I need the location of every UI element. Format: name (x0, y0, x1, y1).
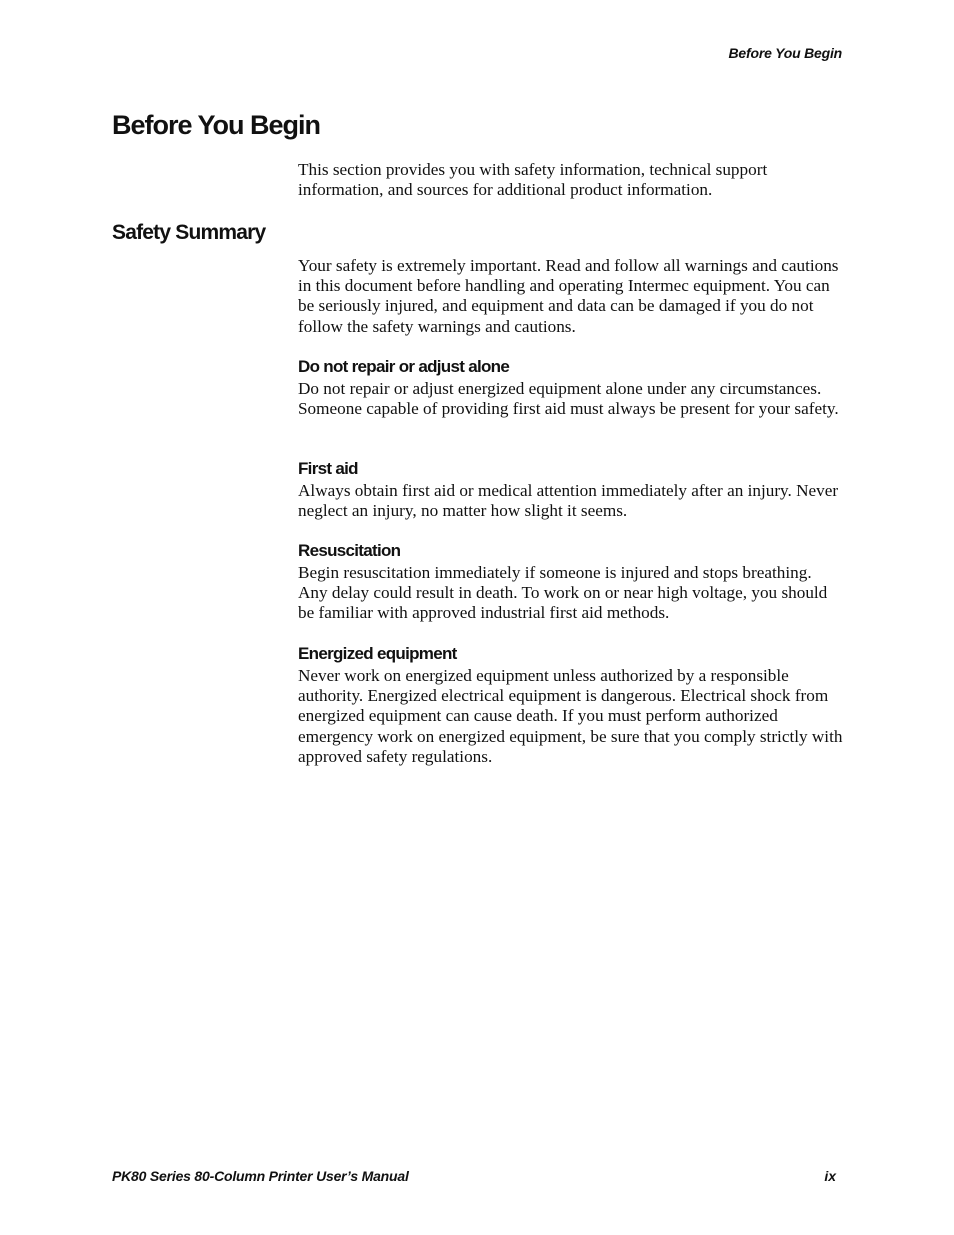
first-aid-text: Always obtain first aid or medical attention immediately after an injury. Never neglect an injury, no matter how slight it seems. (298, 481, 839, 521)
safety-summary-paragraph: Your safety is extremely important. Read and follow all warnings and cautions in this document before handling and operating Intermec equipment. You can be seriously injured, and equipment and data can be damaged if you do not follow the safety warnings and cautions. (298, 256, 839, 336)
safety-summary-heading: Safety Summary (112, 221, 266, 244)
footer-manual-title: PK80 Series 80-Column Printer User’s Manual (112, 1168, 409, 1184)
footer-page-number: ix (824, 1168, 836, 1184)
page-title: Before You Begin (112, 110, 321, 140)
repair-alone-heading: Do not repair or adjust alone (298, 357, 510, 376)
resuscitation-text: Begin resuscitation immediately if someone is injured and stops breathing. Any delay could result in death. To work on or near high voltage, you should be familiar with approved industrial first aid methods. (298, 563, 828, 623)
repair-alone-text: Do not repair or adjust energized equipment alone under any circumstances. Someone capable of providing first aid must always be present for your safety. (298, 379, 839, 419)
energized-equipment-text: Never work on energized equipment unless authorized by a responsible authority. Energized electrical equipment is dangerous. Electrical shock from energized equipment can cause death. If you must perform authorized emergency work on energized equipment, be sure that you comply strictly with approved safety regulations. (298, 666, 843, 766)
first-aid-heading: First aid (298, 459, 358, 478)
intro-paragraph: This section provides you with safety information, technical support information, and sources for additional product information. (298, 160, 768, 200)
resuscitation-heading: Resuscitation (298, 541, 401, 560)
running-header: Before You Begin (728, 45, 842, 61)
energized-equipment-heading: Energized equipment (298, 644, 457, 663)
